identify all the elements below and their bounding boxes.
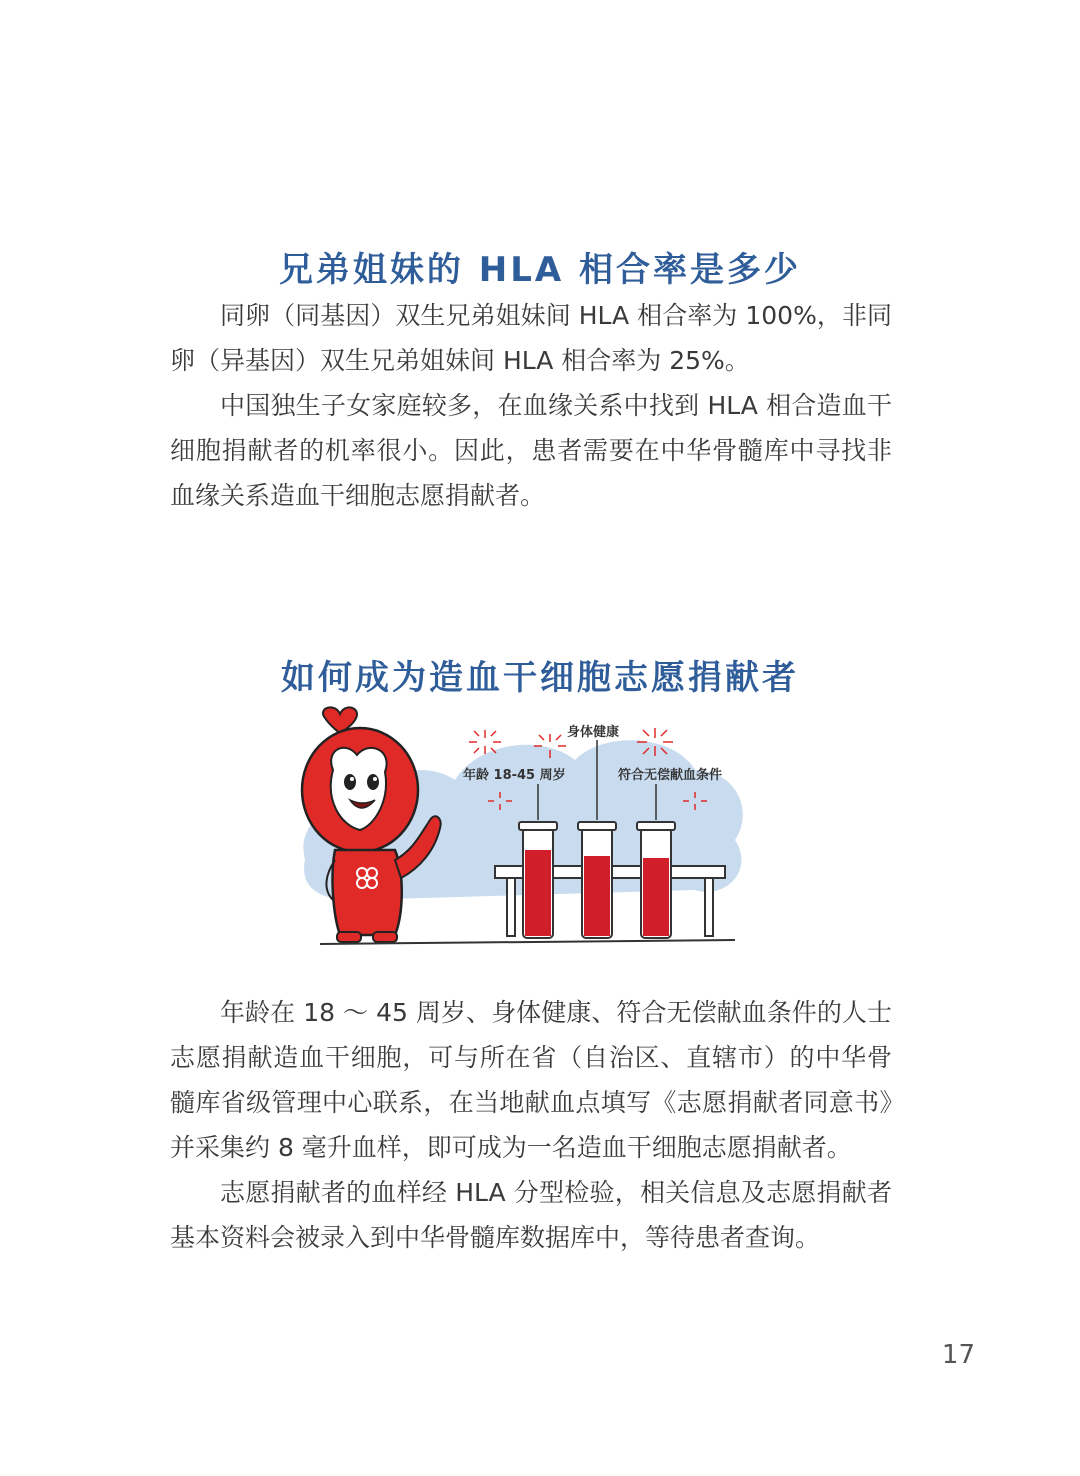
paragraph-hla-twins: 同卵（同基因）双生兄弟姐妹间 HLA 相合率为 100%，非同卵（异基因）双生兄弟姐妹间 HLA 相合率为 25%。 (170, 301, 892, 375)
label-health: 身体健康 (567, 725, 620, 740)
label-blood: 符合无偿献血条件 (618, 768, 723, 783)
section-title-hla: 兄弟姐妹的 HLA 相合率是多少 (278, 250, 802, 291)
page-number: 17 (941, 1340, 975, 1370)
paragraph-hla-family: 中国独生子女家庭较多，在血缘关系中找到 HLA 相合造血干细胞捐献者的机率很小。因此，患者需要在中华骨髓库中寻找非血缘关系造血干细胞志愿捐献者。 (170, 391, 892, 510)
section-title-volunteer: 如何成为造血干细胞志愿捐献者 (281, 658, 799, 699)
test-tube-icon (578, 822, 616, 938)
paragraph-volunteer-conditions: 年龄在 18 ～ 45 周岁、身体健康、符合无偿献血条件的人士志愿捐献造血干细胞，可与所在省（自治区、直辖市）的中华骨髓库省级管理中心联系，在当地献血点填写《志愿捐献者同意书》并采集约 8 毫升血样，即可成为一名造血干细胞志愿捐献者。 (170, 998, 892, 1162)
volunteer-illustration (295, 700, 755, 960)
paragraph-hla-typing: 志愿捐献者的血样经 HLA 分型检验，相关信息及志愿捐献者基本资料会被录入到中华骨髓库数据库中，等待患者查询。 (170, 1178, 892, 1252)
test-tube-icon (519, 822, 557, 938)
test-tube-icon (637, 822, 675, 938)
label-age: 年龄 18-45 周岁 (463, 768, 566, 783)
